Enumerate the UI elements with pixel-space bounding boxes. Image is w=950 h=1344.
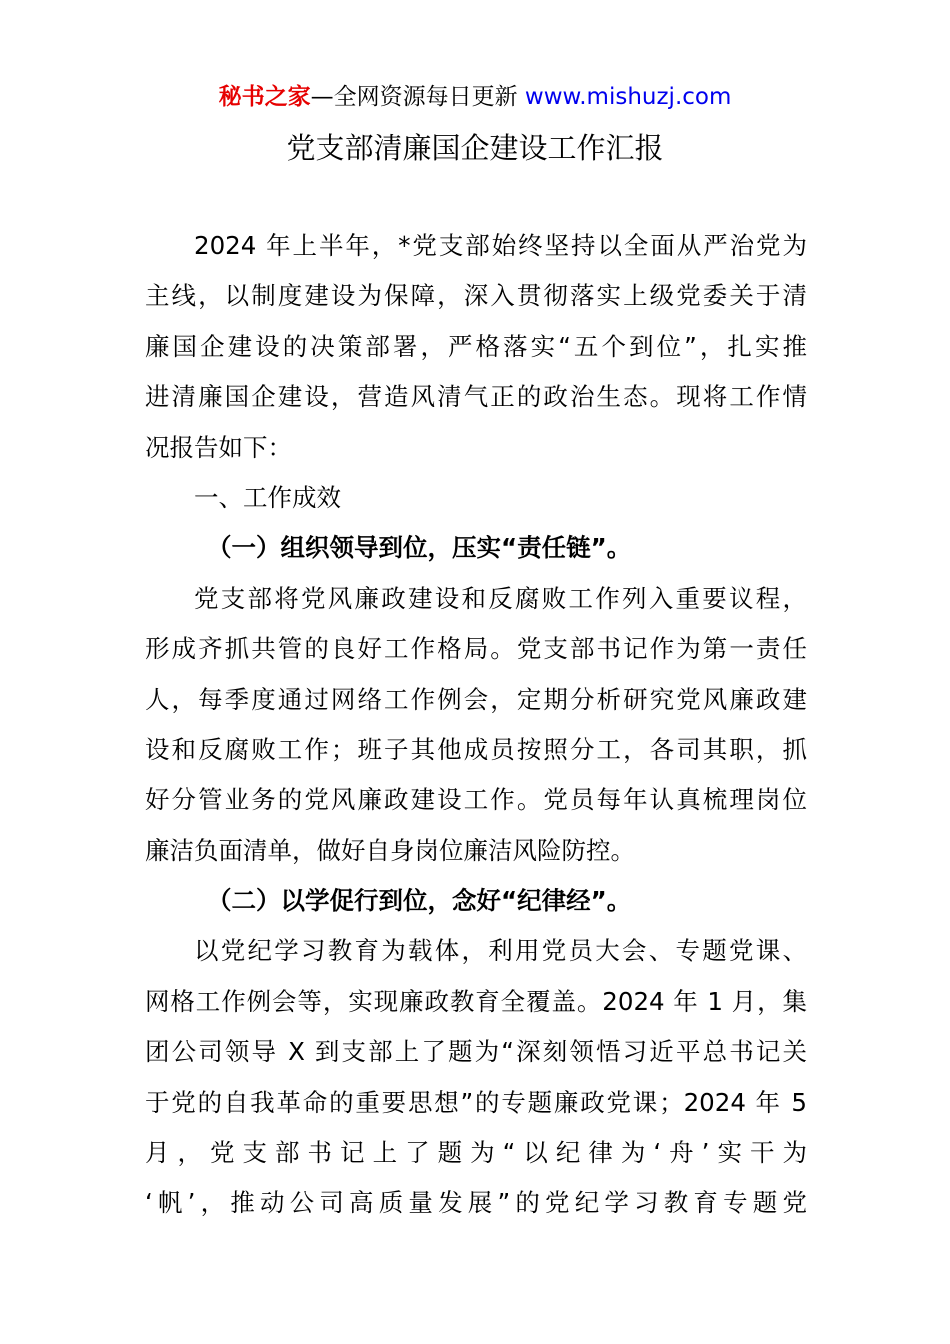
paragraph-line: 设和反腐败工作；班子其他成员按照分工，各司其职，抓 [145, 734, 807, 764]
paragraph-line: 以党纪学习教育为载体，利用党员大会、专题党课、 [194, 936, 807, 966]
paragraph-line: 好分管业务的党风廉政建设工作。党员每年认真梳理岗位 [145, 785, 807, 815]
paragraph-line: 形成齐抓共管的良好工作格局。党支部书记作为第一责任 [145, 634, 807, 664]
paragraph-line: 进清廉国企建设，营造风清气正的政治生态。现将工作情 [145, 382, 807, 412]
paragraph-line: 廉洁负面清单，做好自身岗位廉洁风险防控。 [145, 835, 635, 865]
paragraph-line: 团公司领导 X 到支部上了题为“深刻领悟习近平总书记关 [145, 1037, 807, 1067]
paragraph-line: 廉国企建设的决策部署，严格落实“五个到位”，扎实推 [145, 331, 807, 361]
paragraph-line: 主线，以制度建设为保障，深入贯彻落实上级党委关于清 [145, 281, 807, 311]
paragraph-line: ‘帆’，推动公司高质量发展”的党纪学习教育专题党 [145, 1188, 807, 1218]
subsection-heading: （二）以学促行到位，念好“纪律经”。 [207, 886, 632, 916]
paragraph-line: 于党的自我革命的重要思想”的专题廉政党课；2024 年 5 [145, 1087, 807, 1117]
paragraph-line: 况报告如下： [145, 432, 292, 462]
brand-name: 秘书之家 [218, 84, 311, 110]
paragraph-line: 网格工作例会等，实现廉政教育全覆盖。2024 年 1 月，集 [145, 986, 807, 1016]
site-link[interactable]: www.mishuzj.com [524, 84, 732, 110]
subsection-heading: （一）组织领导到位，压实“责任链”。 [207, 533, 632, 563]
paragraph-line: 2024 年上半年，*党支部始终坚持以全面从严治党为 [194, 231, 807, 260]
header-slogan: —全网资源每日更新 [310, 84, 525, 110]
paragraph-line: 月，党支部书记上了题为“以纪律为‘舟’实干为 [145, 1138, 807, 1168]
paragraph-line: 人，每季度通过网络工作例会，定期分析研究党风廉政建 [145, 684, 807, 714]
document-title: 党支部清廉国企建设工作汇报 [286, 131, 664, 165]
section-heading: 一、工作成效 [194, 482, 341, 512]
site-header [0, 82, 950, 112]
paragraph-line: 党支部将党风廉政建设和反腐败工作列入重要议程， [194, 583, 807, 613]
document-body [145, 225, 807, 1233]
